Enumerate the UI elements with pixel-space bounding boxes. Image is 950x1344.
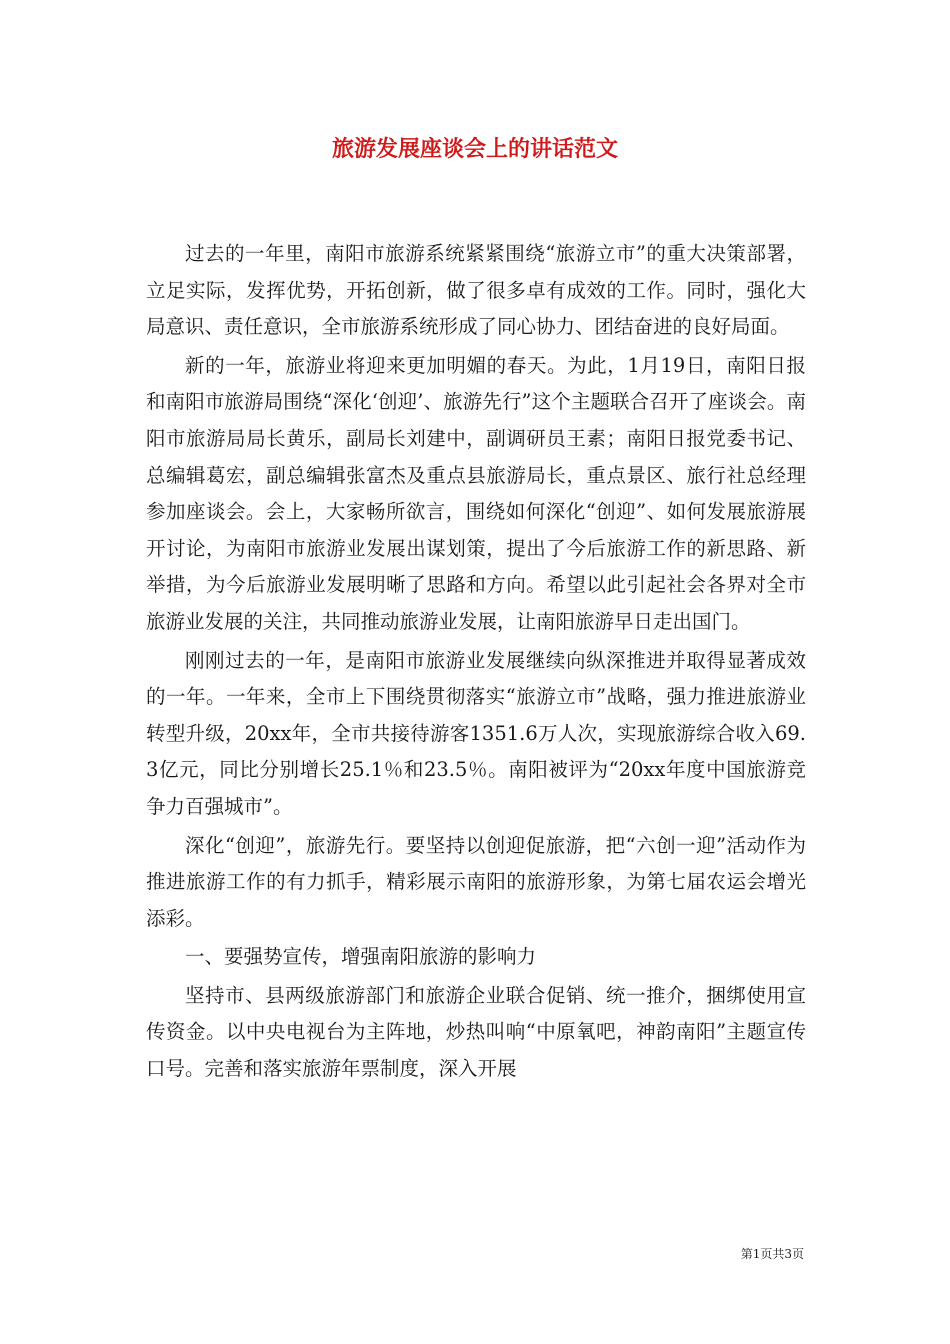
- paragraph: 过去的一年里，南阳市旅游系统紧紧围绕“旅游立市”的重大决策部署，立足实际，发挥优势，开拓创新，做了很多卓有成效的工作。同时，强化大局意识、责任意识，全市旅游系统形成了同心协力、团结奋进的良好局面。: [146, 242, 806, 339]
- paragraph: 深化“创迎”，旅游先行。要坚持以创迎促旅游，把“六创一迎”活动作为推进旅游工作的有力抓手，精彩展示南阳的旅游形象，为第七届农运会增光添彩。: [146, 833, 806, 930]
- paragraph: 坚持市、县两级旅游部门和旅游企业联合促销、统一推介，捆绑使用宣传资金。以中央电视台为主阵地，炒热叫响“中原氧吧，神韵南阳”主题宣传口号。完善和落实旅游年票制度，深入开展: [146, 983, 806, 1081]
- section-heading: 一、要强势宣传，增强南阳旅游的影响力: [185, 945, 537, 969]
- document-body: [146, 236, 806, 1090]
- page-title: 旅游发展座谈会上的讲话范文: [331, 136, 618, 162]
- page-number-indicator: 第1页共3页: [740, 1247, 804, 1261]
- paragraph: 新的一年，旅游业将迎来更加明媚的春天。为此，1月19日，南阳日报和南阳市旅游局围绕“深化‘创迎’、旅游先行”这个主题联合召开了座谈会。南阳市旅游局局长黄乐，副局长刘建中，副调研员王素；南阳日报党委书记、总编辑葛宏，副总编辑张富杰及重点县旅游局长，重点景区、旅行社总经理参加座谈会。会上，大家畅所欲言，围绕如何深化“创迎”、如何发展旅游展开讨论，为南阳市旅游业发展出谋划策，提出了今后旅游工作的新思路、新举措，为今后旅游业发展明晰了思路和方向。希望以此引起社会各界对全市旅游业发展的关注，共同推动旅游业发展，让南阳旅游早日走出国门。: [146, 353, 806, 633]
- paragraph: 刚刚过去的一年，是南阳市旅游业发展继续向纵深推进并取得显著成效的一年。一年来，全市上下围绕贯彻落实“旅游立市”战略，强力推进旅游业转型升级，20xx年，全市共接待游客1351.6万人次，实现旅游综合收入69.3亿元，同比分别增长25.1％和23.5％。南阳被评为“20xx年度中国旅游竞争力百强城市”。: [146, 648, 806, 818]
